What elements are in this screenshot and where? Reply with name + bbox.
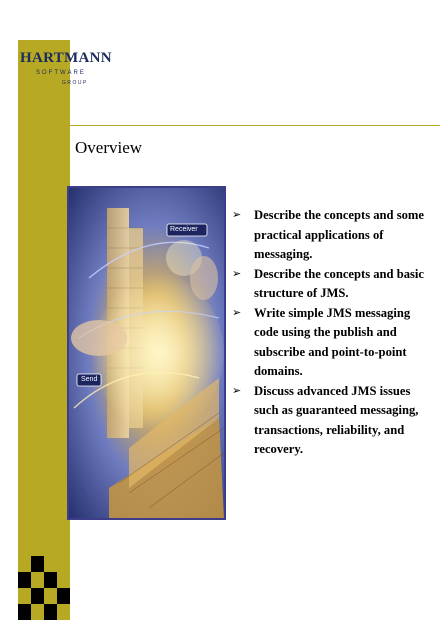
arrow-bullet-icon: ➢	[232, 267, 242, 280]
bullet-text: Describe the concepts and basic structure of JMS.	[254, 266, 425, 300]
arrow-bullet-icon: ➢	[232, 384, 242, 397]
illustration-graphic	[69, 188, 224, 518]
bullet-item	[232, 265, 432, 304]
arrow-bullet-icon: ➢	[232, 209, 242, 221]
send-label: Send	[81, 376, 98, 383]
bullet-text: Discuss advanced JMS issues such as guaranteed messaging, transactions, reliability, and recovery.	[254, 383, 419, 456]
logo-group-text: GROUP	[62, 80, 88, 86]
slide-title: Overview	[75, 138, 143, 157]
bullet-item	[232, 206, 432, 265]
sidebar-band	[18, 40, 70, 620]
logo-main-text: HARTMANN	[20, 50, 112, 66]
logo-sub-text: SOFTWARE	[36, 70, 86, 76]
bullet-text: Write simple JMS messaging code using the publish and subscribe and point-to-point domains.	[254, 305, 411, 378]
title-divider	[70, 125, 440, 126]
checker-pattern	[18, 556, 70, 620]
bullet-list	[232, 206, 432, 460]
company-logo	[18, 50, 112, 90]
bullet-item	[232, 304, 432, 382]
bullet-item	[232, 382, 432, 460]
receiver-label: Receiver	[170, 226, 198, 233]
bullet-text: Describe the concepts and some practical applications of messaging.	[254, 208, 424, 261]
arrow-bullet-icon: ➢	[232, 306, 242, 319]
messaging-illustration	[67, 186, 226, 520]
svg-text:6: 6	[81, 488, 85, 495]
